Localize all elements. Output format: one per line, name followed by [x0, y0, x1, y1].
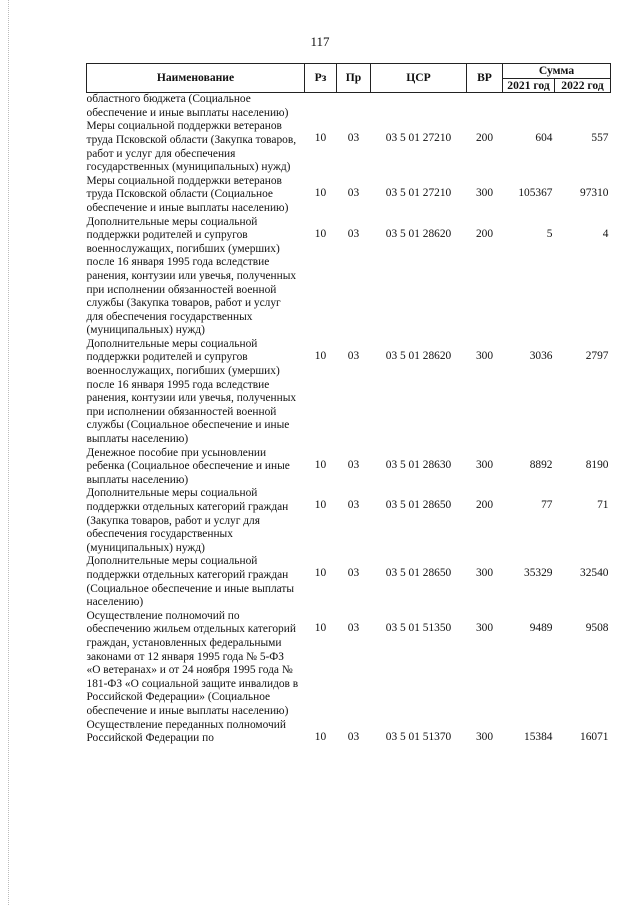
row-csr: 03 5 01 51350 — [385, 621, 452, 634]
row-2021: 3036 — [529, 349, 553, 362]
table-body — [87, 93, 611, 746]
header-csr: ЦСР — [371, 64, 467, 93]
row-name: Меры социальной поддержки ветеранов труда Псковской области (Социальное обеспечение и иные выплаты населению) — [86, 174, 289, 214]
header-sum: Сумма — [503, 64, 611, 79]
row-2021: 9489 — [529, 621, 553, 634]
row-2022: 97310 — [580, 186, 609, 199]
row-2022: 4 — [602, 227, 609, 240]
row-vr: 300 — [475, 349, 494, 362]
row-rz: 10 — [314, 458, 327, 471]
row-2021: 5 — [546, 227, 553, 240]
table-row — [87, 719, 611, 746]
row-name: Меры социальной поддержки ветеранов труда Псковской области (Закупка товаров, работ и услуг для обеспечения государственных (муниципальных) нужд) — [86, 120, 297, 174]
row-csr: 03 5 01 28650 — [385, 499, 452, 512]
table-row — [87, 447, 611, 488]
row-name: Дополнительные меры социальной поддержки отдельных категорий граждан (Закупка товаров, работ и услуг для обеспечения государственных (муниципальных) нужд) — [86, 487, 289, 554]
row-rz: 10 — [314, 349, 327, 362]
row-2022: 557 — [591, 132, 609, 145]
row-csr: 03 5 01 27210 — [385, 186, 452, 199]
row-csr: 03 5 01 51370 — [385, 730, 452, 743]
row-pr: 03 — [347, 730, 360, 743]
table-row — [87, 93, 611, 121]
row-vr: 300 — [475, 730, 494, 743]
row-2022 — [555, 93, 611, 121]
row-vr: 200 — [475, 132, 494, 145]
row-vr: 300 — [475, 186, 494, 199]
row-vr: 200 — [475, 227, 494, 240]
row-pr: 03 — [347, 132, 360, 145]
row-csr — [371, 93, 467, 121]
row-2022: 2797 — [585, 349, 609, 362]
table-row — [87, 120, 611, 174]
row-pr — [337, 93, 371, 121]
row-2022: 71 — [597, 499, 609, 512]
row-pr: 03 — [347, 458, 360, 471]
row-name: Дополнительные меры социальной поддержки родителей и супругов военнослужащих, погибших (умерших) после 16 января 1995 года вследствие ранения, контузии или увечья, полученных при исполнении обязанностей военной службы (Закупка товаров, работ и услуг для обеспечения государственных (муниципальных) нужд) — [86, 215, 297, 337]
row-rz: 10 — [314, 227, 327, 240]
row-2021: 8892 — [529, 458, 553, 471]
table-row — [87, 175, 611, 216]
row-2021: 604 — [535, 132, 553, 145]
table-row — [87, 610, 611, 719]
table-row — [87, 555, 611, 609]
row-name: Дополнительные меры социальной поддержки родителей и супругов военнослужащих, погибших (умерших) после 16 января 1995 года вследствие ранения, контузии или увечья, полученных при исполнении обязанностей военной службы (Социальное обеспечение и иные выплаты населению) — [86, 337, 297, 446]
row-name: Осуществление переданных полномочий Российской Федерации по — [86, 718, 286, 745]
row-pr: 03 — [347, 227, 360, 240]
header-rz: Рз — [305, 64, 337, 93]
row-pr: 03 — [347, 621, 360, 634]
row-rz: 10 — [314, 730, 327, 743]
row-name: Денежное пособие при усыновлении ребенка (Социальное обеспечение и иные выплаты населению) — [86, 446, 290, 486]
table-header — [87, 64, 611, 93]
row-vr: 300 — [475, 567, 494, 580]
row-rz: 10 — [314, 621, 327, 634]
row-csr: 03 5 01 28620 — [385, 349, 452, 362]
row-csr: 03 5 01 28620 — [385, 227, 452, 240]
row-rz — [305, 93, 337, 121]
row-name: областного бюджета (Социальное обеспечение и иные выплаты населению) — [86, 93, 289, 119]
row-rz: 10 — [314, 186, 327, 199]
row-2021: 15384 — [524, 730, 553, 743]
row-csr: 03 5 01 27210 — [385, 132, 452, 145]
row-pr: 03 — [347, 567, 360, 580]
row-pr: 03 — [347, 186, 360, 199]
row-name: Дополнительные меры социальной поддержки отдельных категорий граждан (Социальное обеспечение и иные выплаты населению) — [86, 555, 295, 609]
table-row — [87, 338, 611, 447]
row-name: Осуществление полномочий по обеспечению жильем отдельных категорий граждан, установленных федеральными законами от 12 января 1995 года № 5-ФЗ «О ветеранах» и от 24 ноября 1995 года № 181-ФЗ «О социальной защите инвалидов в Российской Федерации» (Социальное обеспечение и иные выплаты населению) — [86, 609, 299, 717]
row-2022: 32540 — [580, 567, 609, 580]
row-2022: 8190 — [585, 458, 609, 471]
row-pr: 03 — [347, 349, 360, 362]
budget-table — [86, 63, 611, 746]
header-pr: Пр — [337, 64, 371, 93]
row-2022: 16071 — [580, 730, 609, 743]
row-2021: 77 — [541, 499, 553, 512]
row-csr: 03 5 01 28630 — [385, 458, 452, 471]
header-vr: ВР — [467, 64, 503, 93]
row-rz: 10 — [314, 132, 327, 145]
row-vr: 300 — [475, 621, 494, 634]
table-row — [87, 216, 611, 338]
row-vr: 200 — [475, 499, 494, 512]
header-2022: 2022 год — [555, 78, 611, 93]
row-csr: 03 5 01 28650 — [385, 567, 452, 580]
row-2022: 9508 — [585, 621, 609, 634]
row-rz: 10 — [314, 499, 327, 512]
row-2021: 35329 — [524, 567, 553, 580]
row-pr: 03 — [347, 499, 360, 512]
row-2021 — [503, 93, 555, 121]
page-edge-line — [8, 0, 10, 905]
header-2021: 2021 год — [503, 78, 555, 93]
row-2021: 105367 — [518, 186, 553, 199]
table-row — [87, 487, 611, 555]
page-number: 117 — [310, 34, 330, 49]
row-rz: 10 — [314, 567, 327, 580]
row-vr: 300 — [475, 458, 494, 471]
row-vr — [467, 93, 503, 121]
header-name: Наименование — [87, 64, 305, 93]
